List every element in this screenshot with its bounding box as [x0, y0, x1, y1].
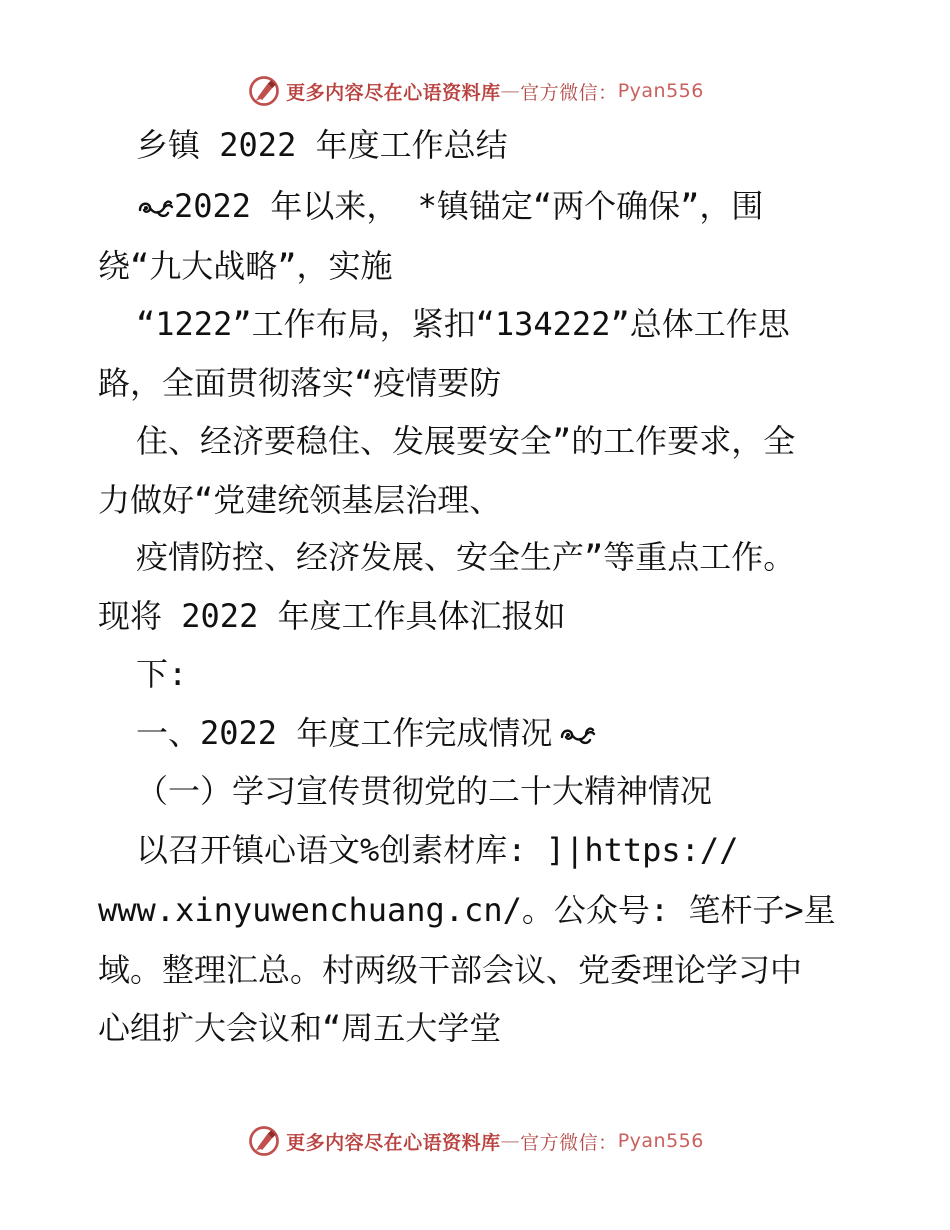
doc-line: “1222”工作布局，紧扣“134222”总体工作思	[136, 305, 790, 343]
footer-wechat-id: Pyan556	[617, 1130, 704, 1152]
doc-line: 绕“九大战略”，实施	[98, 247, 393, 285]
doc-line: 住、经济要稳住、发展要安全”的工作要求，全	[136, 422, 796, 460]
doc-line: 心组扩大会议和“周五大学堂	[98, 1009, 502, 1047]
doc-line: 现将 2022 年度工作具体汇报如	[98, 597, 566, 635]
header-wechat-label: 官方微信：	[520, 81, 618, 104]
header-banner[interactable]	[0, 69, 950, 113]
doc-title: 乡镇 2022 年度工作总结	[136, 126, 508, 164]
subsection-heading: （一）学习宣传贯彻党的二十大精神情况	[136, 772, 713, 810]
doc-line: www.xinyuwenchuang.cn/。公众号: 笔杆子>星	[98, 891, 836, 929]
header-brand-text: 更多内容尽在心语资料库	[286, 81, 501, 104]
fleuron-ornament-icon	[558, 723, 596, 747]
header-wechat-id: Pyan556	[617, 80, 704, 102]
footer-brand-text: 更多内容尽在心语资料库	[286, 1131, 501, 1154]
doc-line: 疫情防控、经济发展、安全生产”等重点工作。	[136, 538, 796, 576]
doc-line: 域。整理汇总。村两级干部会议、党委理论学习中	[98, 951, 803, 989]
footer-wechat-label: 官方微信：	[520, 1131, 618, 1154]
doc-line: 力做好“党建统领基层治理、	[98, 481, 502, 519]
footer-banner[interactable]	[0, 1119, 950, 1163]
pen-nib-logo-icon	[246, 1123, 282, 1159]
doc-line: 路，全面贯彻落实“疫情要防	[98, 364, 502, 402]
doc-line: 以召开镇心语文%创素材库: ]|https://	[136, 831, 739, 869]
doc-line: 2022 年以来， *镇锚定“两个确保”，围	[136, 177, 763, 235]
doc-line: 下:	[136, 655, 188, 693]
pen-nib-logo-icon	[246, 73, 282, 109]
fleuron-ornament-icon	[136, 196, 174, 220]
header-separator: —	[500, 80, 521, 102]
section-heading: 一、2022 年度工作完成情况	[136, 704, 596, 762]
footer-separator: —	[500, 1130, 521, 1152]
